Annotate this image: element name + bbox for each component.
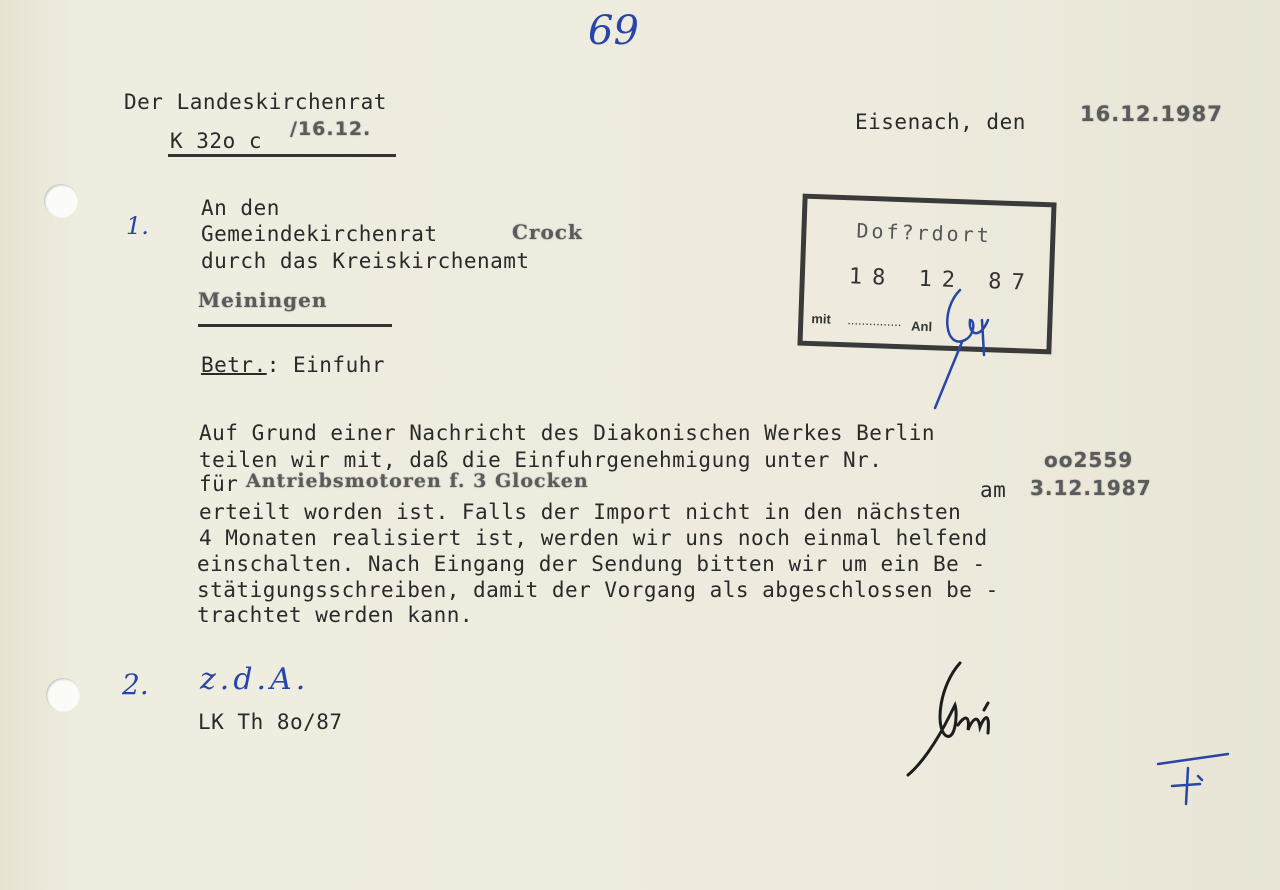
subject-label: Betr.: [201, 353, 267, 377]
sender-reference: K 32o c: [170, 129, 263, 153]
reference-underline: [168, 154, 396, 157]
goods-stamp: Antriebsmotoren f. 3 Glocken: [246, 470, 589, 492]
reference-date-stamp: /16.12.: [290, 118, 372, 140]
sender-line: Der Landeskirchenrat: [124, 90, 387, 114]
corner-mark: [1150, 748, 1240, 818]
subject-line: [201, 353, 385, 378]
issue-date-prefix: am: [980, 478, 1007, 502]
body-line-3-prefix: für: [199, 472, 239, 496]
issue-date-stamp: 3.12.1987: [1030, 476, 1152, 500]
item-2-note: z.d.A.: [200, 662, 310, 697]
signature: [900, 655, 1000, 785]
body-line-6: einschalten. Nach Eingang der Sendung bitten wir um ein Be -: [197, 552, 986, 576]
recipient-line-1: An den: [201, 196, 280, 220]
received-stamp-mit-label: mit: [811, 310, 832, 327]
recipient-line-2: Gemeindekirchenrat: [201, 222, 438, 246]
item-1-mark: 1.: [126, 212, 149, 240]
body-line-7: stätigungsschreiben, damit der Vorgang als abgeschlossen be -: [197, 578, 999, 602]
item-2-mark: 2.: [122, 668, 149, 701]
punch-hole-top: [44, 184, 78, 218]
body-line-2: teilen wir mit, daß die Einfuhrgenehmigung unter Nr.: [199, 448, 883, 472]
received-stamp-date: 18 12 87: [848, 264, 1036, 296]
file-reference: LK Th 8o/87: [198, 710, 343, 734]
permit-number-stamp: oo2559: [1044, 448, 1134, 472]
body-line-8: trachtet werden kann.: [197, 603, 474, 627]
received-stamp-anl-label: Anl: [910, 318, 933, 335]
recipient-place-stamp: Crock: [512, 220, 583, 244]
received-stamp-place: Dof?rdort: [856, 218, 993, 248]
page-number-handwritten: 69: [588, 8, 639, 54]
body-line-5: 4 Monaten realisiert ist, werden wir uns noch einmal helfend: [199, 526, 988, 550]
place-date-prefix: Eisenach, den: [855, 110, 1026, 134]
subject-text: : Einfuhr: [266, 353, 386, 377]
body-line-4: erteilt worden ist. Falls der Import nicht in den nächsten: [199, 500, 962, 524]
recipient-line-3: durch das Kreiskirchenamt: [201, 249, 530, 273]
recipient-district-stamp: Meiningen: [198, 288, 328, 312]
punch-hole-bottom: [46, 678, 80, 712]
address-underline: [198, 324, 392, 327]
letter-date-stamp: 16.12.1987: [1080, 102, 1223, 126]
body-line-1: Auf Grund einer Nachricht des Diakonischen Werkes Berlin: [199, 421, 936, 445]
received-stamp-dots: ...............: [847, 312, 902, 330]
initials-signature: [920, 280, 1000, 410]
